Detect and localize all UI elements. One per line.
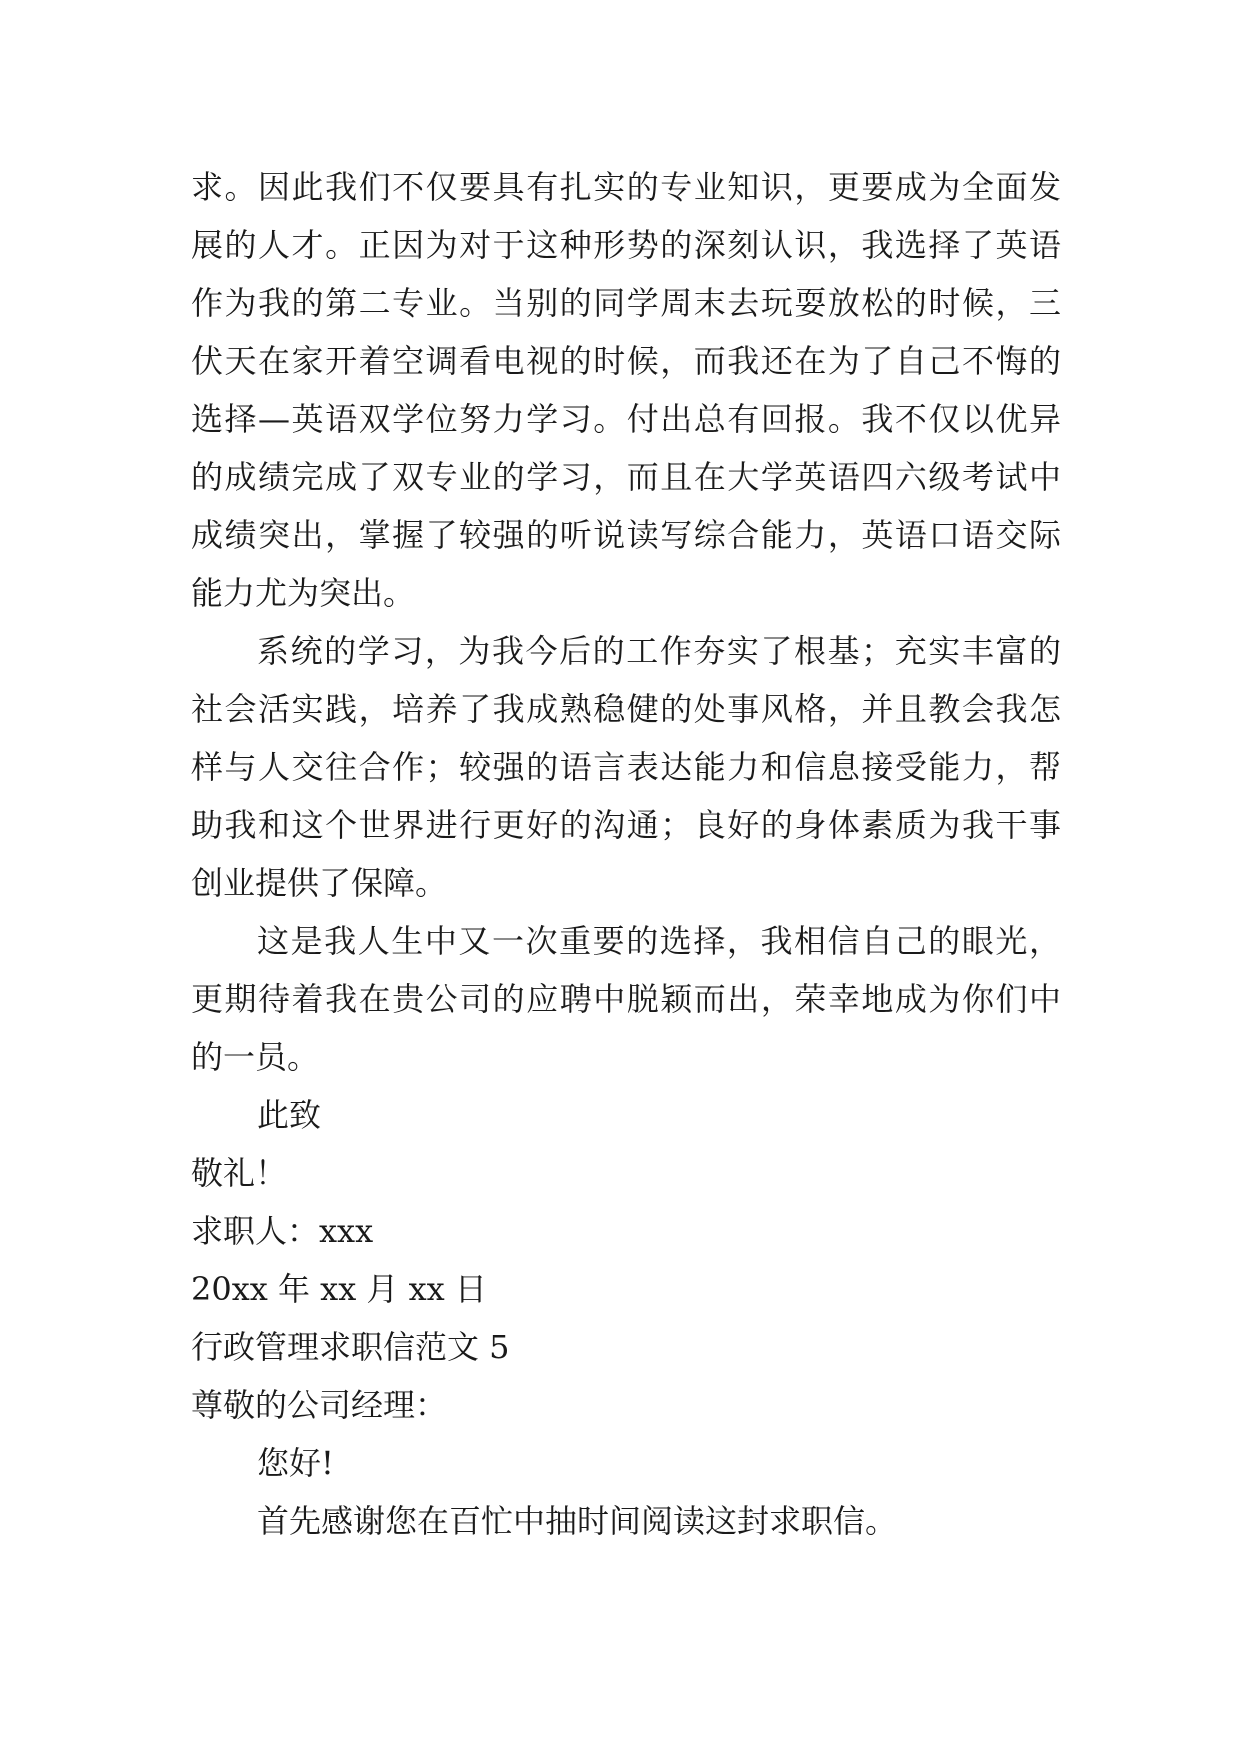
text-line: 伏天在家开着空调看电视的时候，而我还在为了自己不悔的 <box>191 342 1061 380</box>
text-line: 尊敬的公司经理： <box>191 1386 448 1424</box>
text-line: 能力尤为突出。 <box>191 574 416 612</box>
text-line: 展的人才。正因为对于这种形势的深刻认识，我选择了英语 <box>191 226 1061 264</box>
text-line: 20xx 年 xx 月 xx 日 <box>191 1270 487 1308</box>
text-line: 创业提供了保障。 <box>191 864 448 902</box>
text-line: 敬礼！ <box>191 1154 288 1192</box>
text-line: 此致 <box>257 1096 322 1134</box>
text-line: 这是我人生中又一次重要的选择，我相信自己的眼光， <box>257 922 1061 960</box>
text-line: 的一员。 <box>191 1038 320 1076</box>
text-line: 成绩突出，掌握了较强的听说读写综合能力，英语口语交际 <box>191 516 1061 554</box>
text-line: 求职人：xxx <box>191 1212 374 1250</box>
text-line: 社会活实践，培养了我成熟稳健的处事风格，并且教会我怎 <box>191 690 1061 728</box>
text-line: 作为我的第二专业。当别的同学周末去玩耍放松的时候，三 <box>191 284 1061 322</box>
text-line: 行政管理求职信范文 5 <box>191 1328 510 1366</box>
text-line: 首先感谢您在百忙中抽时间阅读这封求职信。 <box>257 1502 898 1540</box>
letter-body <box>191 158 1061 1550</box>
text-line: 的成绩完成了双专业的学习，而且在大学英语四六级考试中 <box>191 458 1061 496</box>
text-line: 助我和这个世界进行更好的沟通；良好的身体素质为我干事 <box>191 806 1061 844</box>
text-line: 您好! <box>257 1444 334 1482</box>
text-line: 样与人交往合作；较强的语言表达能力和信息接受能力，帮 <box>191 748 1061 786</box>
text-line: 系统的学习，为我今后的工作夯实了根基；充实丰富的 <box>257 632 1061 670</box>
text-line: 求。因此我们不仅要具有扎实的专业知识，更要成为全面发 <box>191 168 1061 206</box>
text-line: 选择—英语双学位努力学习。付出总有回报。我不仅以优异 <box>191 400 1061 438</box>
text-line: 更期待着我在贵公司的应聘中脱颖而出，荣幸地成为你们中 <box>191 980 1061 1018</box>
